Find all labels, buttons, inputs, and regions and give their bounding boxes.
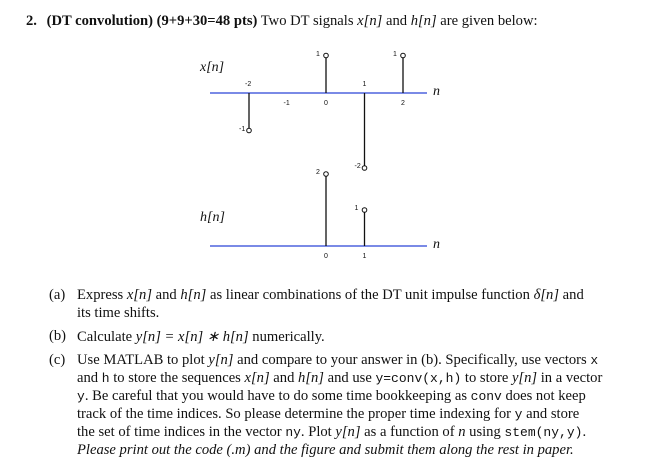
text-segment: track of the time indices. So please determine the proper time indexing for [77, 406, 515, 422]
code-text: x [590, 353, 599, 368]
part-text-line [77, 328, 325, 346]
stem-marker [401, 53, 406, 58]
code-text: conv [470, 389, 502, 404]
text-segment: are given below: [436, 13, 538, 29]
code-text: ny [285, 425, 301, 440]
stem-marker [247, 128, 252, 133]
text-segment: using [465, 424, 505, 440]
math-text: x[n] [126, 287, 152, 303]
signal-label: x[n] [200, 60, 225, 75]
stem-value-label: 1 [354, 205, 359, 212]
text-segment: numerically. [248, 329, 325, 345]
part-text-line [77, 370, 602, 387]
part-text-line [77, 305, 159, 322]
tick-label: 0 [324, 253, 328, 260]
stem-marker [324, 172, 329, 177]
tick-label: -1 [283, 100, 290, 107]
text-segment: and use [323, 370, 376, 386]
stem-value-label: 1 [393, 50, 397, 58]
text-segment: and compare to your answer in (b). Specifically, use vectors [233, 352, 591, 368]
math-text: h[n] [180, 287, 207, 303]
part-text-line [77, 424, 586, 441]
tick-label: 1 [362, 253, 367, 260]
text-segment: and [382, 13, 411, 29]
text-segment: and [269, 370, 299, 386]
text-segment: Use MATLAB to plot [77, 352, 209, 368]
part-text-line [77, 406, 579, 423]
code-text: stem(ny,y) [504, 425, 583, 440]
problem-number: 2. [26, 13, 37, 29]
part-text-line [77, 352, 598, 369]
code-text: y [514, 407, 523, 422]
text-segment: and [77, 370, 102, 386]
math-text: y[n] = x[n] ∗ h[n] [135, 329, 249, 345]
math-text: h[n] [298, 370, 324, 386]
text-segment: to store [461, 370, 512, 386]
text-segment: . Plot [300, 424, 336, 440]
signal-label: h[n] [200, 210, 225, 225]
text-segment: Please print out the code (.m) and the figure and submit them along the rest in paper. [77, 442, 574, 458]
text-segment: and [559, 287, 584, 303]
stem-value-label: 2 [316, 169, 320, 176]
tick-label: 2 [401, 100, 405, 107]
stem-value-label: 1 [316, 50, 320, 58]
stem-marker [362, 208, 367, 213]
math-text: x[n] [357, 13, 383, 29]
stem-value-label: -1 [239, 125, 246, 133]
part-text-line [77, 442, 574, 459]
problem-title: (DT convolution) (9+9+30=48 pts) [46, 13, 258, 29]
part-marker: (a) [49, 287, 66, 303]
math-text: y[n] [208, 352, 234, 368]
axis-label-n: n [433, 84, 440, 99]
text-segment: Two DT signals [257, 13, 358, 29]
text-segment: and [152, 287, 181, 303]
part-marker: (b) [49, 328, 67, 344]
axis-label-n: n [433, 237, 440, 252]
part-marker: (c) [49, 352, 66, 368]
code-text: y=conv(x,h) [375, 371, 462, 386]
text-segment: as a function of [360, 424, 459, 440]
text-segment: and store [522, 406, 580, 422]
text-segment: does not keep [501, 388, 586, 404]
math-text: y[n] [335, 424, 361, 440]
math-text: y[n] [511, 370, 538, 386]
text-segment: . [582, 424, 587, 440]
math-text: x[n] [244, 370, 270, 386]
stem-value-label: -2 [354, 163, 361, 170]
part-text-line [77, 388, 586, 405]
text-segment: the set of time indices in the vector [77, 424, 286, 440]
stem-marker [362, 166, 367, 171]
math-text: δ[n] [533, 287, 560, 303]
part-text-line [77, 287, 584, 304]
math-text: h[n] [410, 13, 437, 29]
stem-marker [324, 53, 329, 58]
tick-label: -2 [245, 81, 252, 88]
text-segment: Express [77, 287, 127, 303]
code-text: h [101, 371, 110, 386]
text-segment: its time shifts. [77, 305, 160, 321]
tick-label: 0 [324, 100, 328, 107]
text-segment: in a vector [537, 370, 603, 386]
math-text: n [458, 424, 466, 440]
code-text: y [77, 389, 85, 404]
text-segment: . Be careful that you would have to do some time bookkeeping as [84, 388, 471, 404]
tick-label: 1 [362, 81, 367, 88]
text-segment: to store the sequences [109, 370, 245, 386]
text-segment: as linear combinations of the DT unit impulse function [206, 287, 534, 303]
text-segment: Calculate [77, 329, 136, 345]
